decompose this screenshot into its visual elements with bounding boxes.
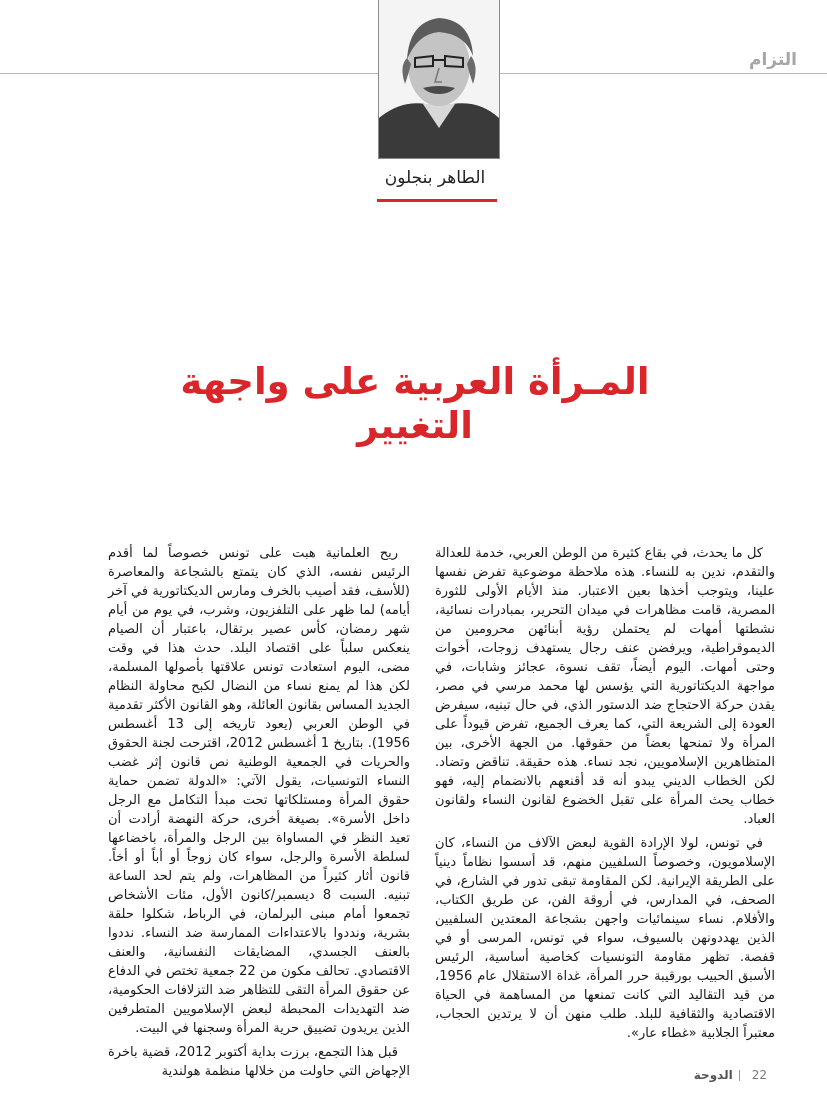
paragraph: كل ما يحدث، في بقاع كثيرة من الوطن العربي، خدمة للعدالة والتقدم، ندين به للنساء. هذه ملاحظة موضوعية تفرض نفسها علينا، ويتوجب أخذها بعين الاعتبار. منذ الأيام الأولى للثورة المصرية، قامت مظاهرات في ميدان التحرير، بمبادرات نسائية، نشطتها أمهات لم يحتملن رؤية أبنائهن محرومين من الديموقراطية، ويرفضن عنف رجال يستهدف زوجات، أخوات وحتى أمهات. اليوم أيضاً، تقف نسوة، عجائز وشابات، في مواجهة الديكتاتورية التي يؤسس لها محمد مرسي في مصر، يقدن حركة الاحتجاج ضد الدستور الذي، في حال تبنيه، سيفرض العودة إلى الشريعة التي، كما يعرف الجميع، تفرض قيوداً على المرأة ولا تمنحها بعضاً من حقوقها. من الجهة الأخرى، بين المتظاهرين الإسلامويين، نجد نساء. هذه حقيقة. تناقض وتضاد. لكن الخطاب الديني يبدو أنه قد أقنعهم بالانضمام إليه، فهو خطاب يحث المرأة على تقبل الخضوع لقانون النساء ولقانون العباد.: [435, 546, 775, 827]
article-column-right: [435, 544, 775, 1048]
magazine-name: الدوحة: [693, 1068, 733, 1082]
page-footer: [694, 1068, 767, 1082]
paragraph: ريح العلمانية هبت على تونس خصوصاً لما أقدم الرئيس نفسه، الذي كان يتمتع بالشجاعة والمعاصرة (للأسف، فقد أصيب بالخرف ومارس الديكتاتورية في آخر أيامه) لما ظهر على التلفزيون، وشرب، في يوم من أيام شهر رمضان، كأس عصير برتقال، باعتبار أن الصيام ينعكس سلباً على اقتصاد البلد. حدث هذا في وقت مضى، اليوم استعادت تونس علاقتها بأصولها المسلمة، لكن هذا لم يمنع نساء من النضال لكبح محاولة النظام الجديد المساس بقانون العائلة، وهو القانون الأكثر تقدمية في الوطن العربي (يعود تاريخه إلى 13 أغسطس 1956). بتاريخ 1 أغسطس 2012، اقترحت لجنة الحقوق والحريات في الجمعية الوطنية نص قانون إثر غضب النساء التونسيات، يقول الآتي: «الدولة تضمن حماية حقوق المرأة ومستلكاتها تحت مبدأ التكامل مع الرجل داخل الأسرة». بصيغة أخرى، حركة النهضة أرادت أن تعيد النظر في المساواة بين الرجل والمرأة، باخضاعها لسلطة الأسرة والرجل، سواء كان زوجاً أو أباً أو أخاً. قانون أثار كثيراً من المظاهرات، ولم يتم لحد الساعة تبنيه. السبت 8 ديسمبر/كانون الأول، مئات الأشخاص تجمعوا أمام مبنى البرلمان، في الرباط، شكلوا حلقة بشرية، ونددوا بالاعتداءات الممارسة ضد النساء. نددوا بالعنف الجسدي، المضايقات النفسانية، والعنف الاقتصادي. تحالف مكون من 22 جمعية تختص في الدفاع عن حقوق المرأة التقى للتظاهر ضد التزلافات الحكومية، ضد التهديدات المحبطة لبعض الإسلامويين المتطرفين الذين يريدون تضييق حرية المرأة وسجنها في البيت.: [108, 546, 411, 1036]
footer-divider: [739, 1070, 740, 1081]
paragraph: في تونس، لولا الإرادة القوية لبعض الآلاف من النساء، كان الإسلامويون، وخصوصاً السلفيين منهم، قد أسسوا نظاماً دينياً على الطريقة الإيرانية. لكن المقاومة تبقى تدور في الشارع، في الصحف، في المدارس، في أروقة الفن، عن طريق الكتاب، والأفلام. نساء سينمائيات واجهن بشجاعة المعتدين السلفيين الذين يهددونهن بالسيوف، سواء في تونس، المرسى أو في قفصة. تظهر مقاومة التونسيات كخاصية أساسية، الرئيس الأسبق الحبيب بورقيبة حرر المرأة، غداة الاستقلال عام 1956، من قيد التقاليد التي كانت تمنعها من المساهمة في الحياة الاقتصادية والثقافية للبلد. طلب منهن أن لا يرتدين الحجاب، معتبراً الجلابية «غطاء عار».: [435, 836, 775, 1041]
page-number: 22: [751, 1068, 767, 1082]
author-portrait: [378, 0, 500, 159]
article-column-left: [108, 544, 410, 1086]
author-portrait-image: [379, 0, 499, 158]
author-underline: [377, 199, 497, 202]
section-label: التزام: [748, 50, 797, 70]
paragraph: قبل هذا التجمع، برزت بداية أكتوبر 2012، قضية باخرة الإجهاض التي حاولت من خلالها منظمة هولندية: [108, 1045, 410, 1079]
article-headline: المـرأة العربية على واجهة التغيير: [180, 359, 650, 448]
author-name: الطاهر بنجلون: [384, 168, 486, 188]
